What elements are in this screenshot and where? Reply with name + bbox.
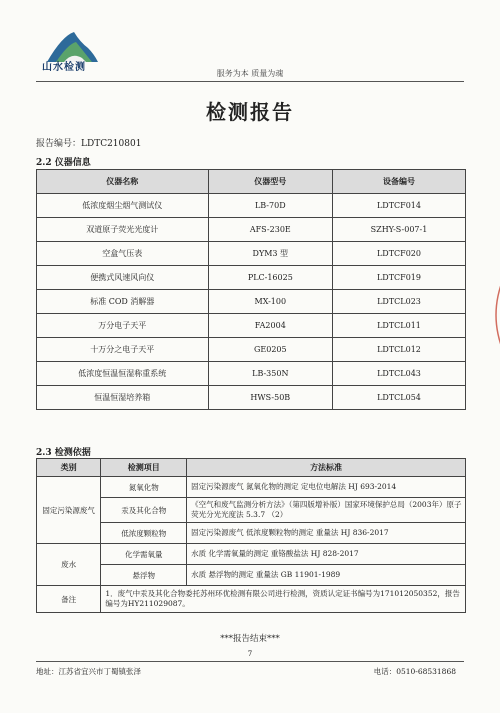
- equipment-name-cell: 标准 COD 消解器: [37, 290, 209, 314]
- table-row: [37, 218, 466, 242]
- equipment-name-cell: 低浓度烟尘烟气测试仪: [37, 194, 209, 218]
- model-cell: GE0205: [208, 338, 332, 362]
- footer-phone: 电话：0510-68531868: [373, 667, 456, 676]
- table-row: [37, 242, 466, 266]
- device-number-cell: SZHY-S-007-1: [333, 218, 466, 242]
- page-title: 检测报告: [206, 100, 294, 124]
- model-cell: HWS-50B: [208, 386, 332, 410]
- logo-text: 山水检测: [42, 62, 86, 73]
- equipment-name-cell: 低浓度恒温恒湿称重系统: [37, 362, 209, 386]
- item-cell: 低浓度颗粒物: [101, 523, 187, 544]
- table-row: [37, 586, 466, 613]
- table-row: [37, 290, 466, 314]
- column-header: 类别: [37, 459, 101, 477]
- basis-table-header: [37, 459, 466, 477]
- column-header: 设备编号: [333, 170, 466, 194]
- standard-cell: 固定污染源废气 氮氧化物的测定 定电位电解法 HJ 693-2014: [187, 477, 466, 498]
- report-number: 报告编号：LDTC210801: [36, 139, 142, 149]
- report-end-marker: ***报告结束***: [220, 634, 280, 644]
- device-number-cell: LDTCF020: [333, 242, 466, 266]
- model-cell: PLC-16025: [208, 266, 332, 290]
- device-number-cell: LDTCL054: [333, 386, 466, 410]
- standard-cell: 《空气和废气监测分析方法》（第四版增补版）国家环境保护总局（2003年）原子荧光分光光度法 5.3.7 （2）: [187, 498, 466, 523]
- equipment-section-heading: 2.2 仪器信息: [36, 158, 91, 168]
- equipment-name-cell: 空盒气压表: [37, 242, 209, 266]
- item-cell: 氮氧化物: [101, 477, 187, 498]
- basis-section-heading: 2.3 检测依据: [36, 448, 91, 458]
- table-row: [37, 338, 466, 362]
- table-row: [37, 523, 466, 544]
- equipment-table-header: [37, 170, 466, 194]
- model-cell: FA2004: [208, 314, 332, 338]
- table-row: [37, 565, 466, 586]
- model-cell: DYM3 型: [208, 242, 332, 266]
- model-cell: LB-70D: [208, 194, 332, 218]
- device-number-cell: LDTCF014: [333, 194, 466, 218]
- model-cell: MX-100: [208, 290, 332, 314]
- model-cell: AFS-230E: [208, 218, 332, 242]
- device-number-cell: LDTCL043: [333, 362, 466, 386]
- header-divider: [36, 81, 464, 82]
- item-cell: 汞及其化合物: [101, 498, 187, 523]
- equipment-name-cell: 万分电子天平: [37, 314, 209, 338]
- column-header: 仪器型号: [208, 170, 332, 194]
- table-row: [37, 362, 466, 386]
- table-row: [37, 498, 466, 523]
- standard-cell: 固定污染源废气 低浓度颗粒物的测定 重量法 HJ 836-2017: [187, 523, 466, 544]
- table-row: [37, 314, 466, 338]
- column-header: 检测项目: [101, 459, 187, 477]
- item-cell: 悬浮物: [101, 565, 187, 586]
- standard-cell: 水质 悬浮物的测定 重量法 GB 11901-1989: [187, 565, 466, 586]
- equipment-name-cell: 恒温恒湿培养箱: [37, 386, 209, 410]
- note-label-cell: 备注: [37, 586, 101, 613]
- basis-table: [36, 458, 466, 613]
- standard-cell: 水质 化学需氧量的测定 重铬酸盐法 HJ 828-2017: [187, 544, 466, 565]
- footer-divider: [36, 661, 464, 662]
- equipment-name-cell: 便携式风速风向仪: [37, 266, 209, 290]
- table-row: [37, 194, 466, 218]
- device-number-cell: LDTCL011: [333, 314, 466, 338]
- equipment-table: [36, 169, 466, 410]
- table-row: [37, 544, 466, 565]
- column-header: 仪器名称: [37, 170, 209, 194]
- page-number: 7: [247, 650, 253, 658]
- table-row: [37, 386, 466, 410]
- device-number-cell: LDTCL012: [333, 338, 466, 362]
- category-cell: 废水: [37, 544, 101, 586]
- footer-address: 地址：江苏省宜兴市丁蜀镇张泽: [36, 667, 141, 676]
- table-row: [37, 477, 466, 498]
- column-header: 方法标准: [187, 459, 466, 477]
- seal-stamp-icon: [486, 275, 500, 355]
- device-number-cell: LDTCF019: [333, 266, 466, 290]
- note-cell: 1．废气中汞及其化合物委托苏州环优检测有限公司进行检测，资质认定证书编号为171012050352，报告编号为HY211029087。: [101, 586, 466, 613]
- category-cell: 固定污染源废气: [37, 477, 101, 544]
- equipment-name-cell: 双道原子荧光光度计: [37, 218, 209, 242]
- slogan: 服务为本 质量为魂: [216, 69, 284, 78]
- model-cell: LB-350N: [208, 362, 332, 386]
- table-row: [37, 266, 466, 290]
- device-number-cell: LDTCL023: [333, 290, 466, 314]
- item-cell: 化学需氧量: [101, 544, 187, 565]
- equipment-name-cell: 十万分之电子天平: [37, 338, 209, 362]
